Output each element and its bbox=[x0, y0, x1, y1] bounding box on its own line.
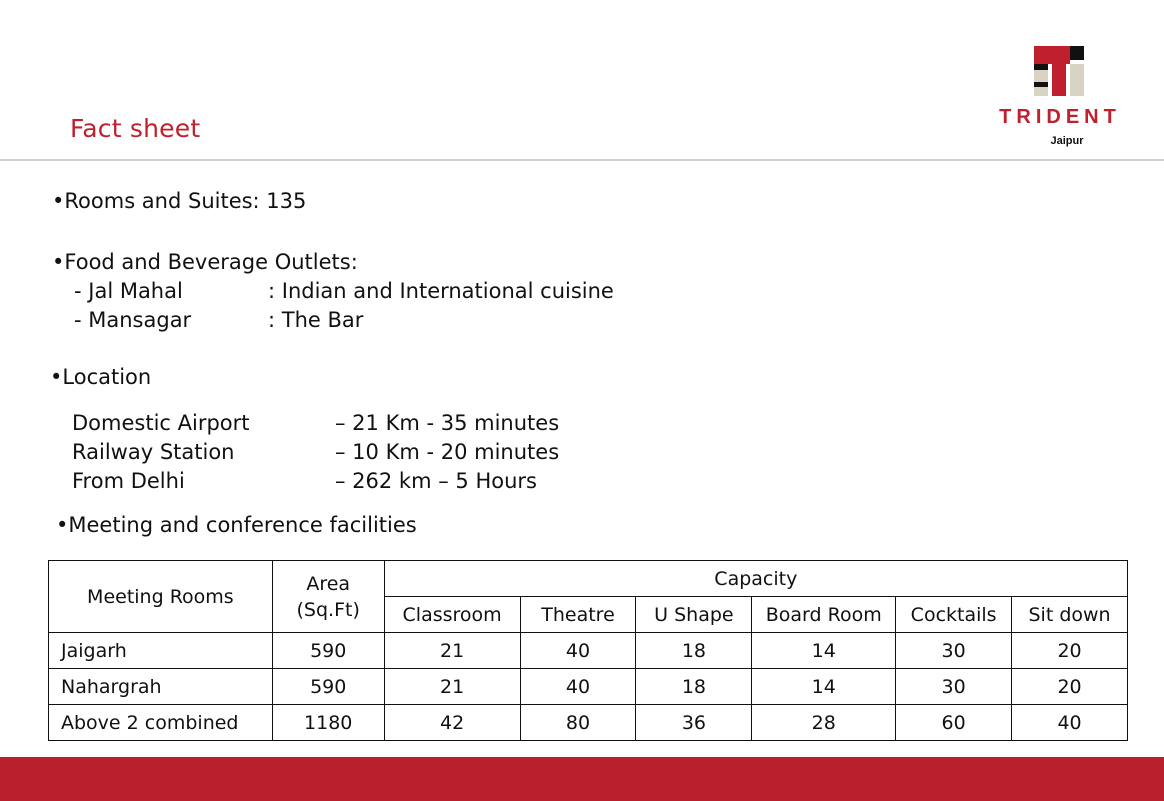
location-name: Railway Station bbox=[72, 440, 235, 464]
rooms-fact: • Rooms and Suites: 135 bbox=[52, 187, 306, 216]
capacity-cell: 18 bbox=[636, 633, 752, 669]
brand-city: Jaipur bbox=[1050, 135, 1084, 147]
capacity-cell: 40 bbox=[520, 633, 636, 669]
room-area: 1180 bbox=[272, 705, 384, 741]
meeting-rooms-table bbox=[48, 560, 1128, 741]
location-value: – 262 km – 5 Hours bbox=[335, 469, 537, 493]
page-title: Fact sheet bbox=[70, 114, 201, 143]
fnb-heading: • Food and Beverage Outlets: bbox=[52, 248, 358, 277]
room-name: Above 2 combined bbox=[49, 705, 273, 741]
trident-mark-icon bbox=[1034, 46, 1084, 96]
outlet-name: - Mansagar bbox=[74, 308, 192, 332]
room-area: 590 bbox=[272, 633, 384, 669]
capacity-cell: 36 bbox=[636, 705, 752, 741]
capacity-cell: 40 bbox=[520, 669, 636, 705]
brand-name: TRIDENT bbox=[999, 106, 1121, 128]
capacity-cell: 42 bbox=[384, 705, 520, 741]
header-sit-down: Sit down bbox=[1012, 597, 1128, 633]
capacity-cell: 20 bbox=[1012, 669, 1128, 705]
footer-bar bbox=[0, 757, 1164, 801]
location-name: From Delhi bbox=[72, 469, 185, 493]
header-capacity: Capacity bbox=[384, 561, 1127, 597]
outlet-desc: : The Bar bbox=[268, 308, 364, 332]
capacity-cell: 80 bbox=[520, 705, 636, 741]
header-board-room: Board Room bbox=[752, 597, 896, 633]
meeting-heading: • Meeting and conference facilities bbox=[56, 511, 417, 540]
header-u-shape: U Shape bbox=[636, 597, 752, 633]
header-area-label: Area bbox=[306, 572, 351, 595]
room-name: Jaigarh bbox=[49, 633, 273, 669]
capacity-cell: 30 bbox=[896, 669, 1012, 705]
header-area-unit: (Sq.Ft) bbox=[296, 598, 360, 621]
header-meeting-rooms: Meeting Rooms bbox=[49, 561, 273, 633]
header-theatre: Theatre bbox=[520, 597, 636, 633]
capacity-cell: 28 bbox=[752, 705, 896, 741]
location-name: Domestic Airport bbox=[72, 411, 250, 435]
outlet-name: - Jal Mahal bbox=[74, 279, 183, 303]
location-value: – 21 Km - 35 minutes bbox=[335, 411, 560, 435]
capacity-cell: 20 bbox=[1012, 633, 1128, 669]
capacity-cell: 21 bbox=[384, 669, 520, 705]
room-area: 590 bbox=[272, 669, 384, 705]
location-heading: • Location bbox=[50, 363, 151, 392]
capacity-cell: 30 bbox=[896, 633, 1012, 669]
header-divider bbox=[0, 159, 1164, 161]
outlet-desc: : Indian and International cuisine bbox=[268, 279, 614, 303]
table-row bbox=[49, 633, 1128, 669]
table-row bbox=[49, 705, 1128, 741]
capacity-cell: 14 bbox=[752, 669, 896, 705]
capacity-cell: 60 bbox=[896, 705, 1012, 741]
header-cocktails: Cocktails bbox=[896, 597, 1012, 633]
room-name: Nahargrah bbox=[49, 669, 273, 705]
capacity-cell: 14 bbox=[752, 633, 896, 669]
table-row bbox=[49, 669, 1128, 705]
trident-logo bbox=[990, 46, 1130, 156]
location-value: – 10 Km - 20 minutes bbox=[335, 440, 560, 464]
header-classroom: Classroom bbox=[384, 597, 520, 633]
capacity-cell: 40 bbox=[1012, 705, 1128, 741]
capacity-cell: 18 bbox=[636, 669, 752, 705]
capacity-cell: 21 bbox=[384, 633, 520, 669]
header-area bbox=[272, 561, 384, 633]
